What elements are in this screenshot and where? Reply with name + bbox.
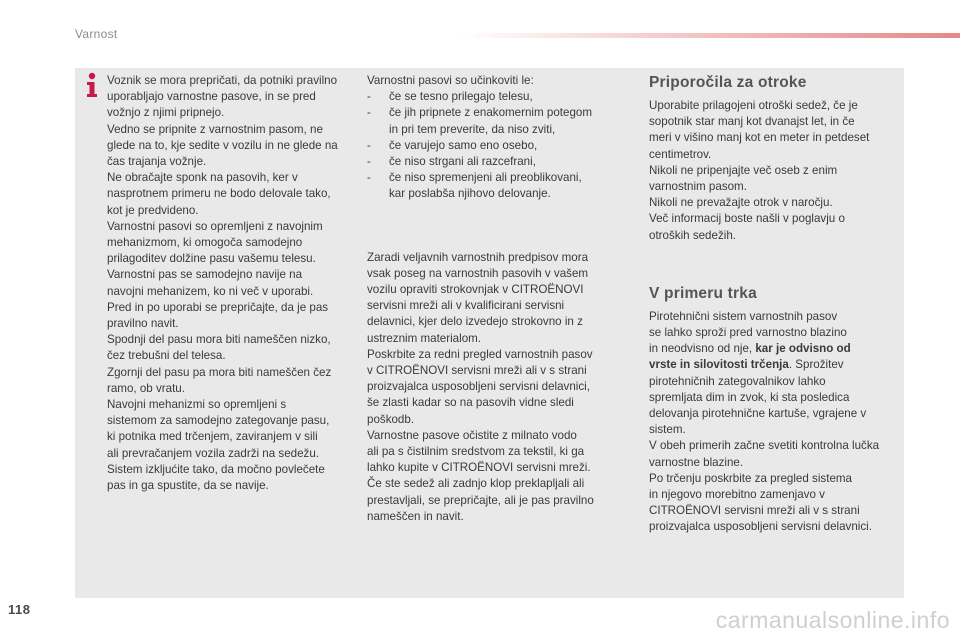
text-line: Varnostni pasovi so opremljeni z navojnim bbox=[107, 219, 323, 233]
list-item-line: če jih pripnete z enakomernim potegom bbox=[389, 106, 592, 120]
text-line: Zgornji del pasu pa mora biti nameščen čez bbox=[107, 365, 332, 379]
text-line: Vedno se pripnite z varnostnim pasom, ne bbox=[107, 122, 323, 136]
text-line: uporabljajo varnostne pasove, in se pred bbox=[107, 90, 316, 104]
column-children-and-crash bbox=[649, 73, 899, 536]
text-line: delavnici, kjer delo izvedejo strokovno in z bbox=[367, 315, 583, 329]
text-line: navojni mehanizem, ko ni več v uporabi. bbox=[107, 284, 314, 298]
text-line: Nikoli ne pripenjajte več oseb z enim bbox=[649, 163, 838, 177]
text-line: ali prevračanjem vozila zadrži na sedežu. bbox=[107, 446, 320, 460]
column-effectiveness bbox=[367, 73, 633, 525]
text-line: v CITROËNOVI servisni mreži ali v s strani bbox=[367, 364, 587, 378]
text-line: sistemom za samodejno zategovanje pasu, bbox=[107, 414, 330, 428]
text-line: centimetrov. bbox=[649, 147, 712, 161]
children-heading: Priporočila za otroke bbox=[649, 74, 807, 91]
text-line: Pred in po uporabi se prepričajte, da je pas bbox=[107, 300, 329, 314]
crash-line: in njegovo morebitno zamenjavo v bbox=[649, 488, 825, 502]
list-item-line: in pri tem preverite, da niso zviti, bbox=[389, 122, 556, 136]
list-dash: - bbox=[367, 90, 371, 104]
text-line: Uporabite prilagojeni otroški sedež, če je bbox=[649, 99, 858, 112]
page-number: 118 bbox=[8, 602, 31, 617]
list-item bbox=[367, 105, 633, 137]
list-dash: - bbox=[367, 171, 371, 185]
section-title: Varnost bbox=[75, 27, 118, 41]
crash-line: pirotehničnih zategovalnikov lahko bbox=[649, 374, 826, 388]
text-line: prestavljali, se prepričajte, ali je pas pravilno bbox=[367, 493, 594, 507]
list-item bbox=[367, 89, 633, 105]
text-line: vozilu opraviti strokovnjak v CITROËNOVI bbox=[367, 283, 584, 297]
crash-line: sistem. bbox=[649, 423, 686, 437]
text-line: Nikoli ne prevažajte otrok v naročju. bbox=[649, 196, 833, 210]
text-line: pas in ga spustite, da se navije. bbox=[107, 479, 269, 493]
crash-line: delovanja pirotehnične kartuše, vgrajene v bbox=[649, 407, 867, 421]
children-paragraph bbox=[649, 98, 899, 244]
crash-line: Po trčenju poskrbite za pregled sistema bbox=[649, 471, 852, 485]
text-line: Če ste sedež ali zadnjo klop preklapljali ali bbox=[367, 477, 585, 491]
text-line: nameščen in navit. bbox=[367, 509, 464, 523]
crash-line: varnostne blazine. bbox=[649, 455, 744, 469]
text-line: kot je predvideno. bbox=[107, 203, 199, 217]
header-accent-bar bbox=[460, 33, 960, 38]
crash-paragraph bbox=[649, 309, 899, 536]
text-line: proizvajalca usposobljeni servisni delavnici, bbox=[367, 380, 590, 394]
text-line: ramo, ob vratu. bbox=[107, 381, 185, 395]
text-line: mehanizmom, ki omogoča samodejno bbox=[107, 236, 303, 250]
watermark: carmanualsonline.info bbox=[715, 607, 950, 633]
text-line: Varnostne pasove očistite z milnato vodo bbox=[367, 428, 577, 442]
crash-line: spremljata dim in zvok, ki sta posledica bbox=[649, 390, 850, 404]
text-line: Voznik se mora prepričati, da potniki pravilno bbox=[107, 74, 338, 87]
list-item bbox=[367, 138, 633, 154]
text-line: Sistem izkljućite tako, da močno povlečete bbox=[107, 462, 325, 476]
crash-line: proizvajalca usposobljeni servisni delavnici. bbox=[649, 520, 872, 534]
crash-line: Pirotehnični sistem varnostnih pasov bbox=[649, 309, 838, 323]
text-line: varnostnim pasom. bbox=[649, 180, 747, 194]
text-line: vožnjo z njimi pripnejo. bbox=[107, 106, 225, 120]
crash-emphasis: kar je odvisno od bbox=[755, 342, 851, 356]
text-line: Ne obračajte sponk na pasovih, ker v bbox=[107, 171, 298, 185]
effectiveness-intro: Varnostni pasovi so učinkoviti le: bbox=[367, 74, 534, 87]
column1-lines bbox=[107, 73, 362, 494]
text-line: prilagoditev dolžine pasu vašemu telesu. bbox=[107, 252, 316, 266]
text-line: nasprotnem primeru ne bodo delovale tako, bbox=[107, 187, 331, 201]
effectiveness-list bbox=[367, 89, 633, 202]
text-line: Spodnji del pasu mora biti nameščen nizko, bbox=[107, 333, 331, 347]
text-line: vsak poseg na varnostnih pasovih v vašem bbox=[367, 266, 589, 280]
text-line: poškodb. bbox=[367, 412, 415, 426]
text-line: Navojni mehanizmi so opremljeni s bbox=[107, 398, 287, 412]
crash-line: V obeh primerih začne svetiti kontrolna lučka bbox=[649, 439, 880, 453]
list-item-line: če niso spremenjeni ali preoblikovani, bbox=[389, 171, 582, 185]
list-item-line: če se tesno prilegajo telesu, bbox=[389, 90, 533, 104]
text-line: sopotnik star manj kot dvanajst let, in če bbox=[649, 115, 855, 129]
list-item bbox=[367, 170, 633, 202]
column-general-safety bbox=[107, 73, 362, 494]
text-line: še zlasti kadar so na pasovih vidne sledi bbox=[367, 396, 574, 410]
list-dash: - bbox=[367, 155, 371, 169]
text-line: otroških sedežih. bbox=[649, 228, 736, 242]
text-line: ali pa s čistilnim sredstvom za tekstil, ki ga bbox=[367, 445, 585, 459]
text-line: pravilno navit. bbox=[107, 317, 179, 331]
text-line: ki potnika med trčenjem, zaviranjem v sili bbox=[107, 430, 318, 444]
list-item bbox=[367, 154, 633, 170]
text-line: Poskrbite za redni pregled varnostnih pasov bbox=[367, 347, 593, 361]
text-line: servisni mreži ali v kvalificirani servisni bbox=[367, 299, 565, 313]
list-dash: - bbox=[367, 106, 371, 120]
text-line: Zaradi veljavnih varnostnih predpisov mora bbox=[367, 250, 589, 264]
maintenance-paragraph bbox=[367, 250, 633, 525]
crash-line: vrste in silovitosti trčenja. Sprožitev bbox=[649, 358, 844, 372]
text-line: Varnostni pas se samodejno navije na bbox=[107, 268, 303, 282]
text-line: ustreznim materialom. bbox=[367, 331, 482, 345]
list-item-line: če niso strgani ali razcefrani, bbox=[389, 155, 536, 169]
crash-heading: V primeru trka bbox=[649, 284, 757, 302]
text-line: Več informacij boste našli v poglavju o bbox=[649, 212, 845, 226]
crash-line: in neodvisno od nje, kar je odvisno od bbox=[649, 342, 851, 356]
crash-line: CITROËNOVI servisni mreži ali v s strani bbox=[649, 504, 860, 518]
text-line: čas trajanja vožnje. bbox=[107, 155, 207, 169]
list-item-line: kar poslabša njihovo delovanje. bbox=[389, 187, 551, 201]
text-line: glede na to, kje sedite v vozilu in ne glede na bbox=[107, 138, 338, 152]
list-item-line: če varujejo samo eno osebo, bbox=[389, 138, 538, 152]
list-dash: - bbox=[367, 138, 371, 152]
text-line: meri v višino manj kot en meter in petdeset bbox=[649, 131, 870, 145]
info-icon bbox=[84, 72, 100, 98]
crash-emphasis: vrste in silovitosti trčenja bbox=[649, 358, 789, 372]
crash-line: se lahko sproži pred varnostno blazino bbox=[649, 326, 847, 340]
text-line: lahko kupite v CITROËNOVI servisni mreži. bbox=[367, 461, 591, 475]
text-line: čez trebušni del telesa. bbox=[107, 349, 226, 363]
